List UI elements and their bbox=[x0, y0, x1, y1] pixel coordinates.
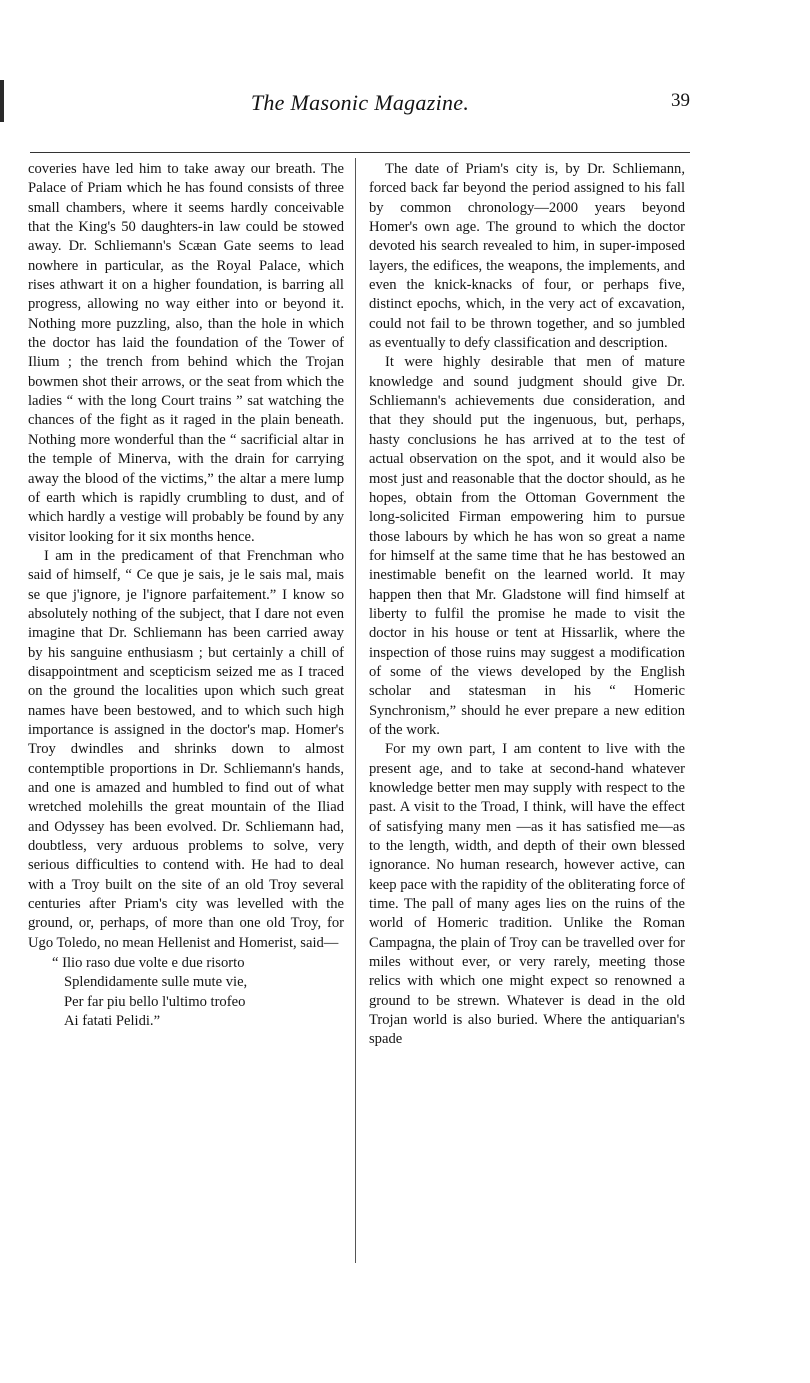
paragraph: I am in the predicament of that Frenchman who said of himself, “ Ce que je sais, je le sais mal, mais se que j'ignore, je l'ignore parfaitement.” I know so absolutely nothing of the subject, that I dare not even imagine that Dr. Schliemann has been carried away by his sanguine enthusiasm ; but certainly a chill of disappointment and scepticism seized me as I traced on the ground the localities upon which such great names have been bestowed, and to which such high importance is assigned in the doctor's map. Homer's Troy dwindles and shrinks down to almost contemptible proportions in Dr. Schliemann's hands, and one is amazed and humbled to find out of what wretched molehills the great mountain of the Iliad and Odyssey has been evolved. Dr. Schliemann had, doubtless, very arduous problems to solve, very serious difficulties to contend with. He had to deal with a Troy built on the site of an old Troy several centuries after Priam's city was levelled with the ground, or, perhaps, of more than one old Troy, for Ugo Toledo, no mean Hellenist and Homerist, said— bbox=[28, 547, 344, 951]
column-divider bbox=[355, 158, 356, 1263]
verse-quotation bbox=[28, 954, 344, 1031]
verse-line: Per far piu bello l'ultimo trofeo bbox=[64, 993, 246, 1010]
page-header bbox=[30, 86, 690, 122]
paragraph: For my own part, I am content to live with the present age, and to take at second-hand whatever knowledge better men may supply with respect to the past. A visit to the Troad, I think, will have the effect of satisfying many men —as it has satisfied me—as to the length, width, and depth of their own blessed ignorance. No human research, however active, can keep pace with the rapidity of the obliterating force of time. The pall of many ages lies on the ruins of the world of Homeric tradition. Unlike the Roman Campagna, the plain of Troy can be travelled over for miles without ever, or very rarely, meeting those relics with which one might expect so renowned a ground to be strewn. Whatever is dead in the old Trojan world is also buried. Where the antiquarian's spade bbox=[369, 741, 685, 1048]
verse-line: Ai fatati Pelidi.” bbox=[64, 1013, 161, 1030]
running-title: The Masonic Magazine. bbox=[250, 90, 470, 115]
verse-line: Splendidamente sulle mute vie, bbox=[64, 974, 248, 991]
page-edge-mark bbox=[0, 80, 4, 122]
verse-line: “ Ilio raso due volte e due risorto bbox=[52, 955, 245, 972]
right-column bbox=[369, 160, 685, 1050]
paragraph: The date of Priam's city is, by Dr. Schliemann, forced back far beyond the period assigned to his fall by common chronology—2000 years beyond Homer's own age. The ground to which the doctor devoted his search revealed to him, in super-imposed layers, the edifices, the weapons, the implements, and even the knick-knacks of four, or perhaps five, distinct epochs, which, in the very act of excavation, could not fail to be thrown together, and so jumbled as eventually to defy classification and description. bbox=[369, 161, 685, 352]
paragraph: It were highly desirable that men of mature knowledge and sound judgment should give Dr. Schliemann's achievements due consideration, and that they should put the ingenuous, but, perhaps, hasty conclusions he has arrived at to the test of actual observation on the spot, and it would also be most just and reasonable that the doctor should, as he hopes, obtain from the Ottoman Government the long-solicited Firman empowering him to pursue those labours by which he has won so great a name for himself at the same time that he has bestowed an inestimable benefit on the learned world. It may happen then that Mr. Gladstone will find himself at liberty to fulfil the promise he made to visit the doctor in his house or tent at Hissarlik, where the inspection of those ruins may suggest a modification of some of the views developed by the English scholar and statesman in his “ Homeric Synchronism,” should he ever prepare a new edition of the work. bbox=[369, 354, 685, 738]
paragraph: coveries have led him to take away our breath. The Palace of Priam which he has found consists of three small chambers, where it seems hardly conceivable that the King's 50 daughters-in law could be stowed away. Dr. Schliemann's Scæan Gate seems to lead nowhere in particular, as the Royal Palace, which rises athwart it on a higher foundation, is barring all progress, allowing no way either into or beyond it. Nothing more puzzling, also, than the hole in which the doctor has laid the foundation of the Tower of Ilium ; the trench from behind which the Trojan bowmen shot their arrows, or the seat from which the ladies “ with the long Court trains ” sat watching the chances of the fight as it raged in the plain beneath. Nothing more wonderful than the “ sacrificial altar in the temple of Minerva, with the drain for carrying away the blood of the victims,” the altar a mere lump of earth which is rapidly crumbling to dust, and of which hardly a vestige will probably be found by any visitor looking for it six months hence. bbox=[28, 161, 344, 545]
left-column bbox=[28, 160, 344, 1031]
header-rule bbox=[30, 152, 690, 153]
page-number: 39 bbox=[671, 90, 690, 111]
